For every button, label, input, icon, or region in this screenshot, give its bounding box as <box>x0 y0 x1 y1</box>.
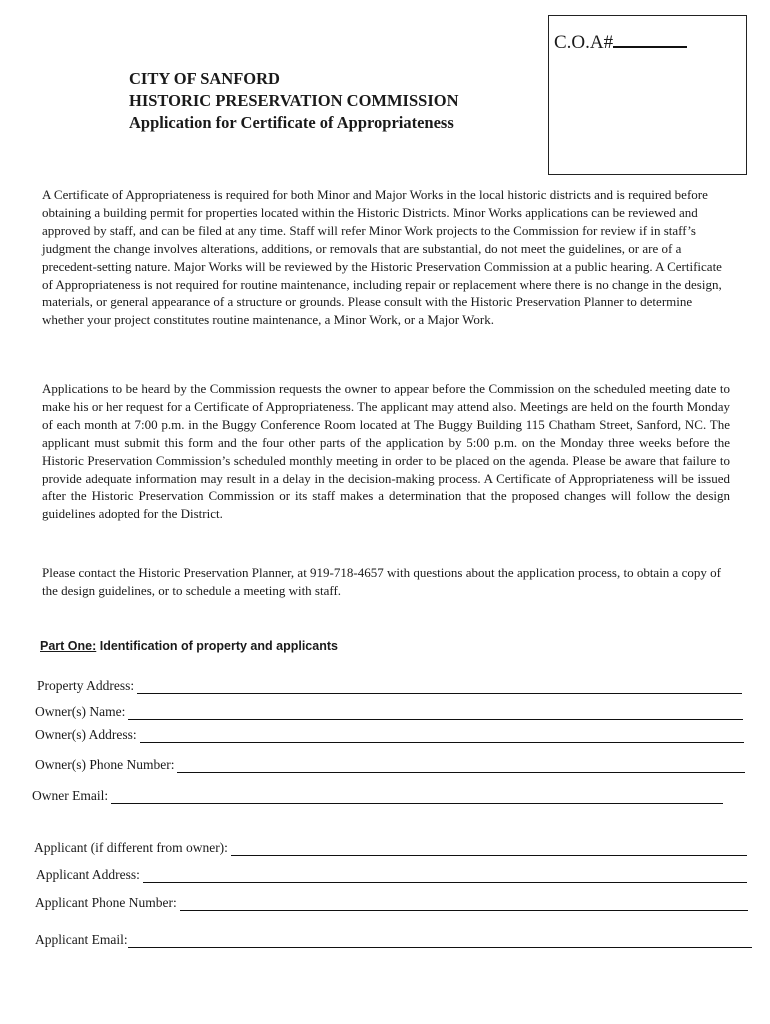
applicant-email-input-line[interactable] <box>128 933 752 948</box>
owner-name-field[interactable] <box>35 702 743 720</box>
applicant-phone-field[interactable] <box>35 893 748 911</box>
intro-paragraph-1: A Certificate of Appropriateness is required for both Minor and Major Works in the local historic districts and is required before obtaining a building permit for properties located within the Historic Districts. Minor Works applications can be reviewed and approved by staff, and can be filed at any time. Staff will refer Minor Work projects to the Commission for review if in staff’s judgment the change involves alterations, additions, or removals that are substantial, do not meet the guidelines, or are of a precedent-setting nature. Major Works will be reviewed by the Historic Preservation Commission at a public hearing. A Certificate of Appropriateness is not required for routine maintenance, including repair or replacement where there is no change in the design, materials, or general appearance of a structure or grounds. Please consult with the Historic Preservation Planner to determine whether your project constitutes routine maintenance, a Minor Work, or a Major Work. <box>42 187 722 328</box>
applicant-address-label: Applicant Address: <box>36 867 140 882</box>
owner-email-field[interactable] <box>32 786 723 804</box>
owner-email-label: Owner Email: <box>32 788 109 803</box>
owner-address-label: Owner(s) Address: <box>35 727 137 742</box>
applicant-address-field[interactable] <box>36 865 747 883</box>
owner-email-input-line[interactable] <box>111 789 723 804</box>
applicant-email-field[interactable] <box>35 930 752 948</box>
applicant-field[interactable] <box>34 838 747 856</box>
applicant-phone-label: Applicant Phone Number: <box>35 895 177 910</box>
owner-phone-field[interactable] <box>35 755 745 773</box>
intro-paragraph-3: Please contact the Historic Preservation Planner, at 919-718-4657 with questions about the application process, to obtain a copy of the design guidelines, or to schedule a meeting with staff. <box>42 565 721 598</box>
part-one-title <box>40 639 338 653</box>
applicant-input-line[interactable] <box>231 841 747 856</box>
coa-number-field[interactable] <box>554 30 687 54</box>
owner-phone-input-line[interactable] <box>177 758 745 773</box>
applicant-phone-input-line[interactable] <box>180 896 748 911</box>
applicant-email-label: Applicant Email: <box>35 932 128 947</box>
heading-commission: HISTORIC PRESERVATION COMMISSION <box>129 91 459 110</box>
owner-address-field[interactable] <box>35 725 744 743</box>
owner-name-input-line[interactable] <box>128 705 743 720</box>
owner-name-label: Owner(s) Name: <box>35 704 126 719</box>
applicant-label: Applicant (if different from owner): <box>34 840 228 855</box>
owner-phone-label: Owner(s) Phone Number: <box>35 757 175 772</box>
owner-address-input-line[interactable] <box>140 728 744 743</box>
coa-label: C.O.A# <box>554 32 614 53</box>
property-address-field[interactable] <box>37 676 742 694</box>
intro-paragraph-2: Applications to be heard by the Commission requests the owner to appear before the Commission on the scheduled meeting date to make his or her request for a Certificate of Appropriateness. The applicant may attend also. Meetings are held on the fourth Monday of each month at 7:00 p.m. in the Buggy Conference Room located at The Buggy Building 115 Chatham Street, Sanford, NC. The applicant must submit this form and the four other parts of the application by 5:00 p.m. on the Monday three weeks before the Historic Preservation Commission’s scheduled monthly meeting in order to be placed on the agenda. Please be aware that failure to provide adequate information may result in a delay in the decision-making process. A Certificate of Appropriateness will be issued after the Historic Preservation Commission or its staff makes a determination that the proposed changes will follow the design guidelines adopted for the District. <box>42 381 730 522</box>
coa-number-box <box>548 15 747 175</box>
part-one-heading: Identification of property and applicants <box>96 639 338 653</box>
property-address-input-line[interactable] <box>137 679 742 694</box>
heading-city: CITY OF SANFORD <box>129 69 280 88</box>
document-heading <box>129 68 459 134</box>
coa-blank-line <box>613 30 687 48</box>
part-one-label: Part One: <box>40 639 97 653</box>
applicant-address-input-line[interactable] <box>143 868 747 883</box>
property-address-label: Property Address: <box>37 678 135 693</box>
heading-application-title: Application for Certificate of Appropriateness <box>129 113 454 132</box>
